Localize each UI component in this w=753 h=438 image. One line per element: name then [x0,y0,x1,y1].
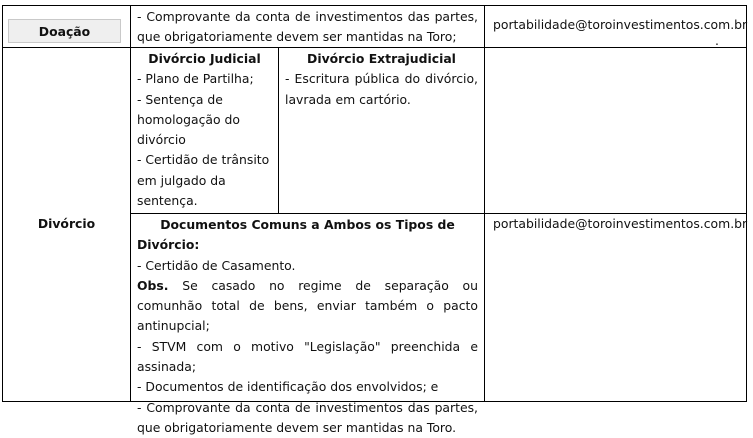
doacao-email[interactable] [493,17,747,32]
doacao-email-dot: . [715,33,719,48]
judicial-title: Divórcio Judicial [148,51,261,66]
comuns-item: - Certidão de Casamento. [137,257,296,273]
row-label-doacao: Doação [8,19,121,43]
obs-text: Se casado no regime de separação ou comunhão total de bens, enviar também o pacto antinupcial; [137,277,478,334]
judicial-item: - Certidão de trânsito em julgado da sentença. [137,152,270,209]
extrajudicial-title: Divórcio Extrajudicial [307,51,456,66]
divorcio-email[interactable] [493,216,747,231]
column-divider-email [484,5,485,402]
divorcio-judicial [131,49,278,211]
row-label-divorcio: Divórcio [37,216,96,232]
comuns-obs [137,276,478,337]
extrajudicial-item: - Escritura pública do divórcio, lavrada em cartório. [285,71,478,107]
email-divider [484,213,747,214]
divorcio-extrajudicial [279,49,484,110]
obs-label: Obs. [137,277,169,293]
judicial-item: - Plano de Partilha; [137,71,254,87]
doacao-docs-text: - Comprovante da conta de investimentos das partes, que obrigatoriamente devem ser mantidas na Toro; [137,9,478,45]
comuns-item: - STVM com o motivo "Legislação" preenchida e assinada; [137,338,478,375]
comuns-item: - Comprovante da conta de investimentos das partes, que obrigatoriamente devem ser mantidas na Toro. [137,399,478,435]
doacao-email-text: portabilidade@toroinvestimentos.com.br [493,17,748,32]
subrow-divider [130,213,484,214]
comuns-item: - Documentos de identificação dos envolvidos; e [137,379,439,395]
judicial-item: - Sentença de homologação do divórcio [137,91,240,148]
doacao-documents [131,7,484,48]
divorcio-documentos-comuns [131,215,484,438]
comuns-title: Documentos Comuns a Ambos os Tipos de Divórcio: [137,217,455,253]
divorcio-email-text: portabilidade@toroinvestimentos.com.br [493,216,748,231]
